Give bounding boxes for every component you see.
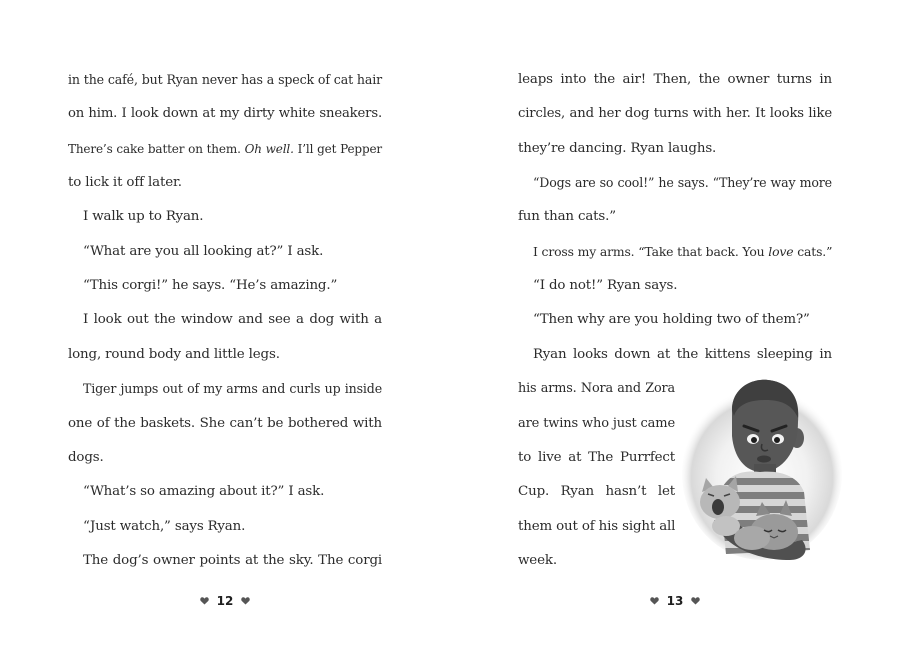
italic-emphasis: love	[768, 243, 794, 259]
text-segment: I cross my arms. “Take that back. You	[533, 243, 769, 259]
text-line: circles, and her dog turns with her. It looks like	[518, 106, 832, 122]
text-line: Cup. Ryan hasn’t let	[518, 484, 675, 500]
text-segment: I’ll get Pepper	[293, 141, 383, 156]
text-line: “Just watch,” says Ryan.	[83, 518, 246, 534]
heart-icon	[241, 597, 250, 605]
boy-with-kittens-illustration	[680, 374, 842, 580]
text-line: on him. I look down at my dirty white sneakers.	[68, 106, 382, 122]
text-line: “What’s so amazing about it?” I ask.	[83, 484, 325, 500]
text-segment: There’s cake batter on them.	[68, 141, 245, 156]
text-line: to lick it off later.	[68, 175, 182, 191]
text-line: “Then why are you holding two of them?”	[533, 312, 810, 328]
text-line: Ryan looks down at the kittens sleeping in	[533, 346, 832, 362]
heart-icon	[691, 597, 700, 605]
italic-emphasis: Oh well.	[244, 141, 294, 156]
text-line: them out of his sight all	[518, 518, 676, 534]
text-segment: cats.”	[793, 243, 833, 259]
text-line: they’re dancing. Ryan laughs.	[518, 140, 717, 156]
text-line	[533, 242, 832, 262]
text-line	[68, 139, 382, 159]
heart-icon	[650, 597, 659, 605]
text-line: are twins who just came	[518, 415, 675, 431]
text-line: one of the baskets. She can’t be bothered with	[68, 415, 382, 431]
text-line: in the café, but Ryan never has a speck of cat hair	[68, 72, 382, 87]
right-page-folio	[630, 594, 720, 608]
text-line: I walk up to Ryan.	[83, 209, 204, 225]
text-line: “I do not!” Ryan says.	[533, 278, 678, 294]
text-line: “This corgi!” he says. “He’s amazing.”	[83, 278, 338, 294]
left-page-folio	[180, 594, 270, 608]
text-line: his arms. Nora and Zora	[518, 381, 675, 397]
text-line: “Dogs are so cool!” he says. “They’re way more	[533, 175, 832, 191]
text-line: week.	[518, 552, 557, 568]
text-line: Tiger jumps out of my arms and curls up inside	[83, 381, 382, 397]
text-line: I look out the window and see a dog with a	[83, 312, 382, 328]
page-number: 13	[666, 594, 684, 608]
text-line: leaps into the air! Then, the owner turns in	[518, 72, 832, 87]
text-line: fun than cats.”	[518, 209, 616, 225]
text-line: to live at The Purrfect	[518, 449, 675, 465]
text-line: “What are you all looking at?” I ask.	[83, 243, 324, 259]
text-line: long, round body and little legs.	[68, 346, 280, 362]
text-line: dogs.	[68, 449, 104, 465]
page-number: 12	[216, 594, 234, 608]
heart-icon	[200, 597, 209, 605]
text-line: The dog’s owner points at the sky. The corgi	[83, 552, 382, 568]
